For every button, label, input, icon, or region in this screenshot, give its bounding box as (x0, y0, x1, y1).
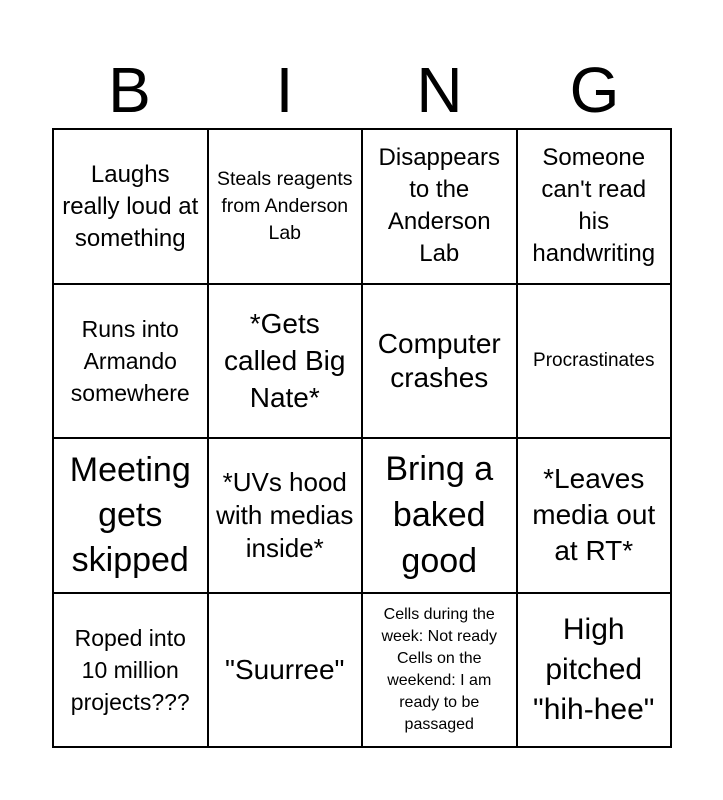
bingo-cell-text: Roped into 10 million projects??? (70, 624, 190, 715)
bingo-cell-r1c4[interactable] (518, 130, 673, 285)
bingo-cell-r1c3[interactable] (363, 130, 518, 285)
bingo-cell-r2c1[interactable] (54, 285, 209, 440)
bingo-cell-r1c1[interactable] (54, 130, 209, 285)
bingo-cell-r2c4[interactable] (518, 285, 673, 440)
bingo-cell-text: *Leaves media out at RT* (532, 463, 656, 567)
bingo-cell-text: Cells during the week: Not ready Cells on the weekend: I am ready to be passaged (381, 605, 498, 733)
bingo-cell-r3c2[interactable] (209, 439, 364, 594)
header-letter-n: N (416, 54, 463, 126)
header-letter-g: G (569, 54, 620, 126)
header-letter-b: B (108, 54, 151, 126)
bingo-cell-r4c4[interactable] (518, 594, 673, 749)
bingo-cell-text: High pitched "hih-hee" (533, 612, 655, 726)
bingo-cell-text: Meeting gets skipped (69, 450, 191, 579)
bingo-cell-text: Bring a baked good (385, 450, 494, 581)
bingo-cell-text: Steals reagents from Anderson Lab (216, 167, 353, 244)
bingo-cell-r4c2[interactable] (209, 594, 364, 749)
bingo-cell-r3c3[interactable] (363, 439, 518, 594)
bingo-cell-r4c1[interactable] (54, 594, 209, 749)
bingo-cell-r3c1[interactable] (54, 439, 209, 594)
bingo-cell-text: *Gets called Big Nate* (224, 308, 346, 414)
bingo-header (52, 50, 672, 130)
bingo-cell-text: Disappears to the Anderson Lab (378, 144, 500, 268)
bingo-cell-text: Laughs really loud at something (62, 161, 199, 253)
bingo-cell-text: Procrastinates (533, 349, 655, 371)
bingo-cell-text: Someone can't read his handwriting (532, 144, 656, 268)
bingo-cell-r4c3[interactable] (363, 594, 518, 749)
bingo-board (52, 128, 672, 748)
bingo-cell-text: "Suurree" (225, 653, 345, 685)
header-letter-i: I (275, 54, 294, 126)
bingo-cell-r1c2[interactable] (209, 130, 364, 285)
bingo-cell-text: *UVs hood with medias inside* (216, 466, 354, 563)
bingo-cell-r2c2[interactable] (209, 285, 364, 440)
bingo-cell-r2c3[interactable] (363, 285, 518, 440)
bingo-cell-r3c4[interactable] (518, 439, 673, 594)
bingo-cell-text: Computer crashes (377, 327, 501, 393)
bingo-cell-text: Runs into Armando somewhere (70, 315, 190, 406)
